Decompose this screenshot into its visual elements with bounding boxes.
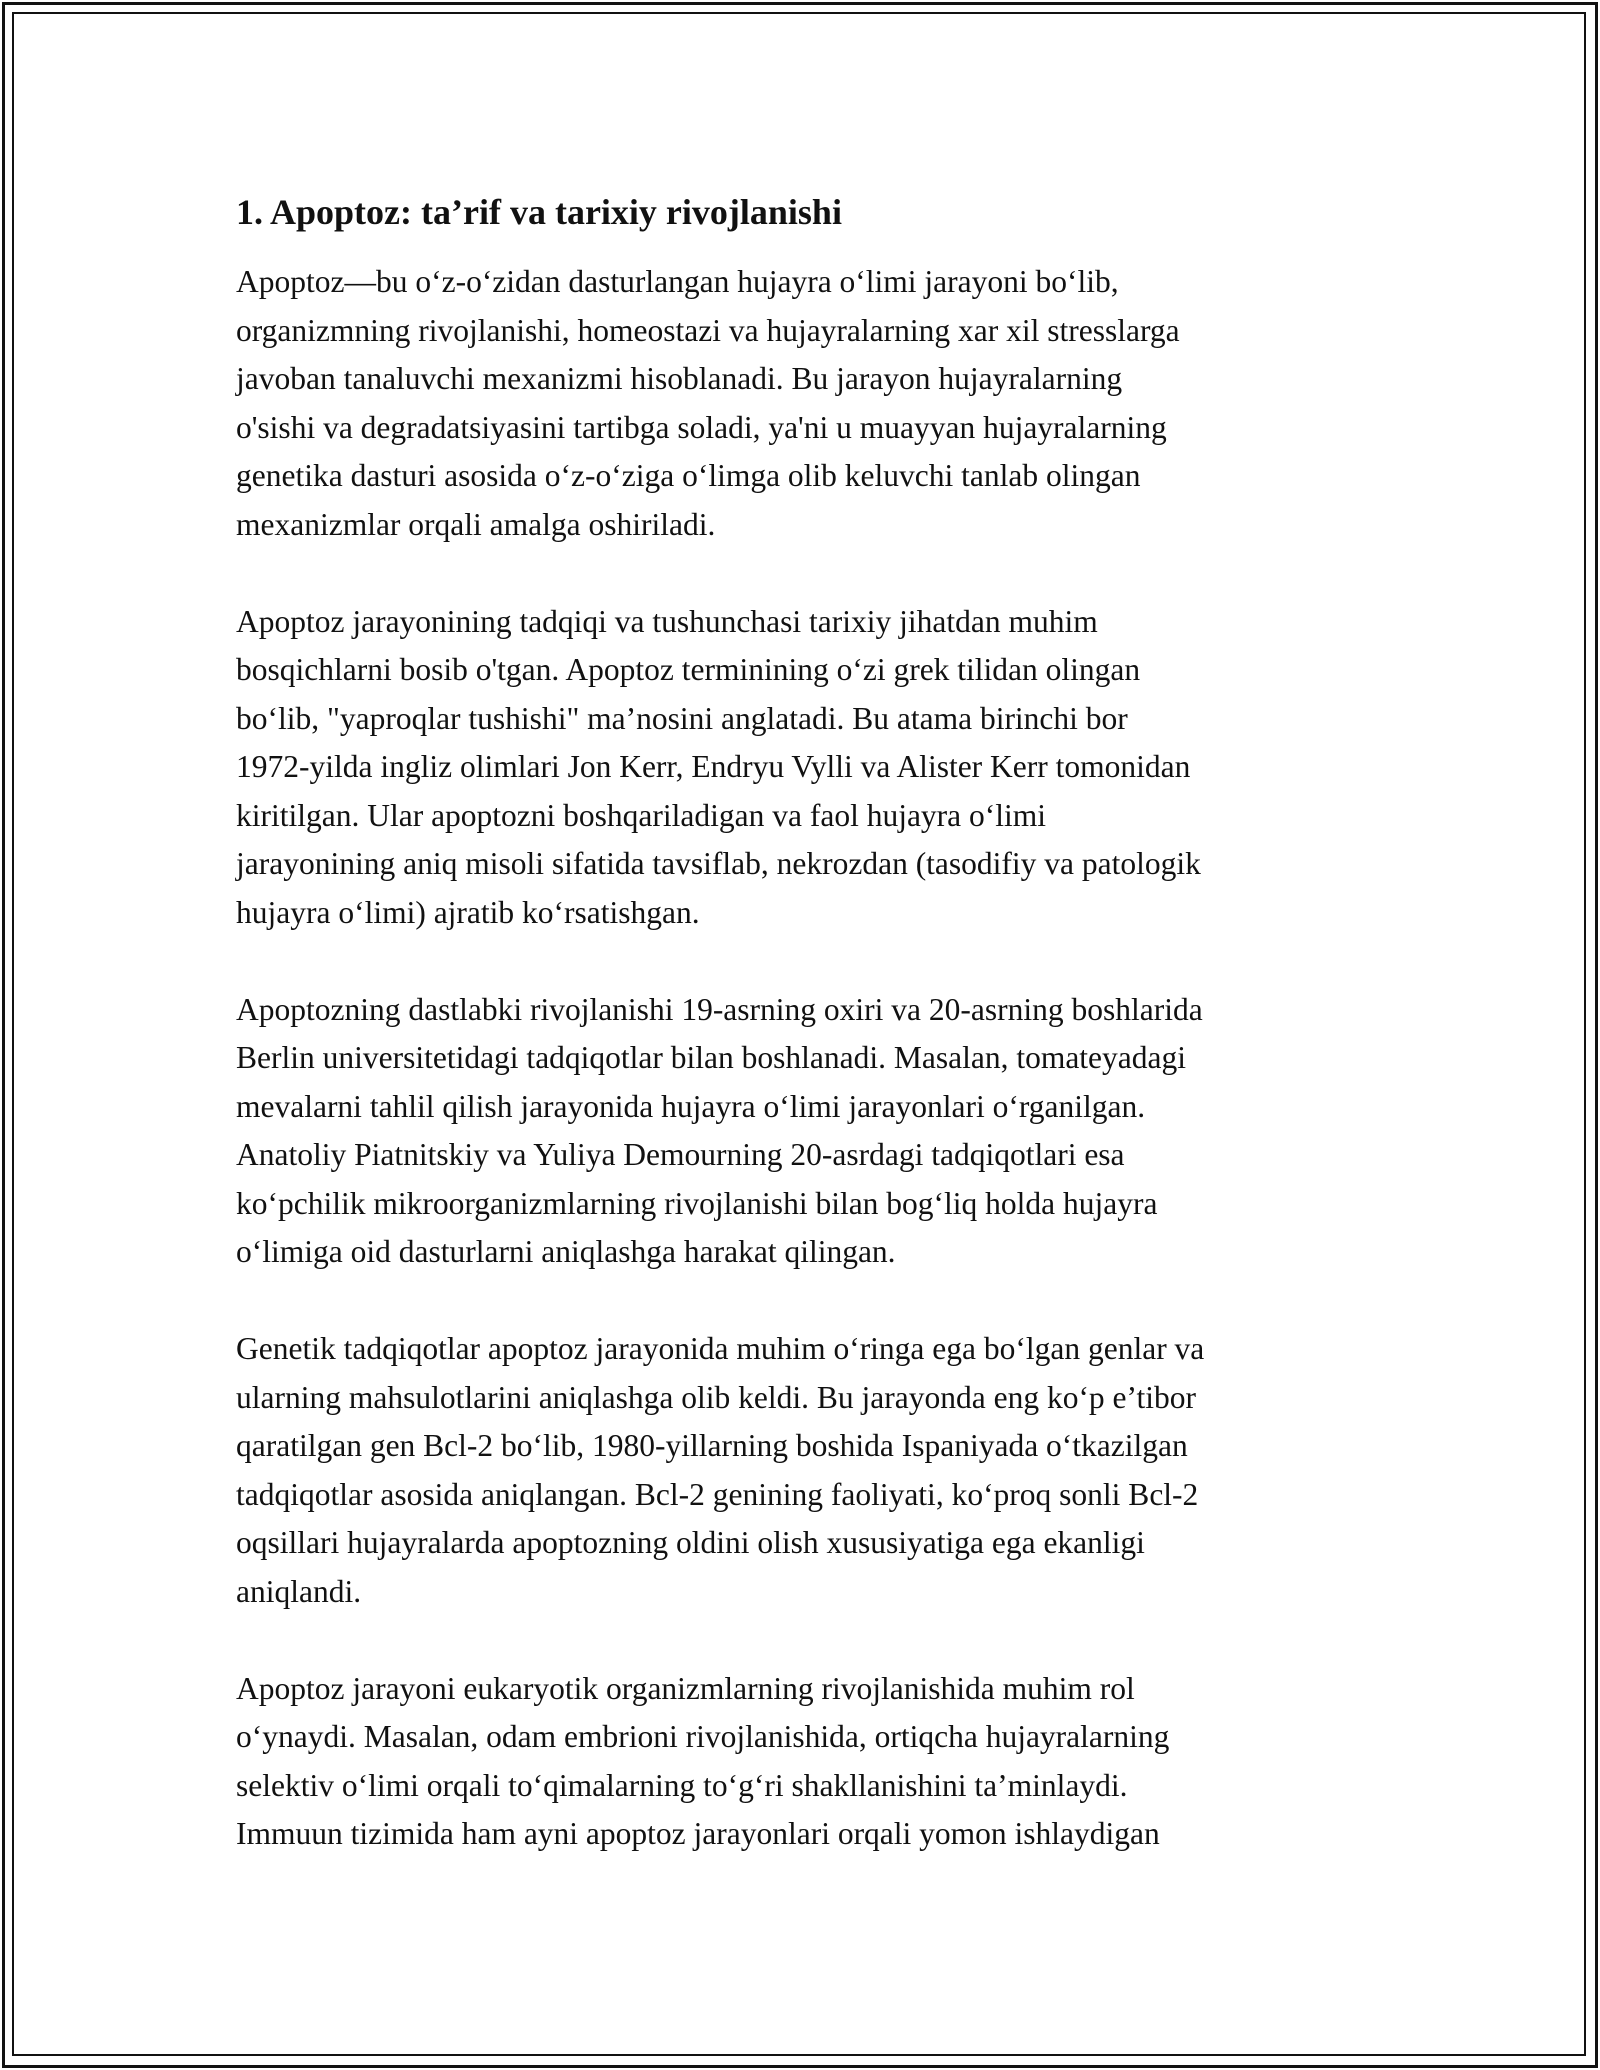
text-line: Apoptoz jarayonining tadqiqi va tushunchasi tarixiy jihatdan muhim <box>236 603 1098 639</box>
text-line: mevalarni tahlil qilish jarayonida hujayra o‘limi jarayonlari o‘rganilgan. <box>236 1088 1146 1124</box>
text-line: jarayonining aniq misoli sifatida tavsiflab, nekrozdan (tasodifiy va patologik <box>236 846 1201 881</box>
text-line: o‘limiga oid dasturlarni aniqlashga harakat qilingan. <box>236 1234 896 1269</box>
text-line: hujayra o‘limi) ajratib ko‘rsatishgan. <box>236 894 700 930</box>
text-line: tadqiqotlar asosida aniqlangan. Bcl-2 genining faoliyati, ko‘proq sonli Bcl-2 <box>236 1476 1199 1512</box>
section-heading: 1. Apoptoz: ta’rif va tarixiy rivojlanishi <box>236 192 842 232</box>
text-line: organizmning rivojlanishi, homeostazi va hujayralarning xar xil stresslarga <box>236 312 1180 348</box>
text-line: Anatoliy Piatnitskiy va Yuliya Demourning 20-asrdagi tadqiqotlari esa <box>236 1137 1125 1172</box>
text-line: 1972-yilda ingliz olimlari Jon Kerr, Endryu Vylli va Alister Kerr tomonidan <box>236 749 1191 784</box>
text-line: ko‘pchilik mikroorganizmlarning rivojlanishi bilan bog‘liq holda hujayra <box>236 1185 1158 1221</box>
text-line: qaratilgan gen Bcl-2 bo‘lib, 1980-yillarning boshida Ispaniyada o‘tkazilgan <box>236 1428 1188 1463</box>
paragraph-history <box>236 598 1386 938</box>
text-line: Berlin universitetidagi tadqiqotlar bilan boshlanadi. Masalan, tomateyadagi <box>236 1040 1186 1075</box>
paragraph-gap <box>236 937 1386 986</box>
paragraph-gap <box>236 549 1386 598</box>
document-page <box>236 186 1386 1859</box>
paragraph-eukaryotic-role <box>236 1665 1386 1859</box>
text-line: o‘ynaydi. Masalan, odam embrioni rivojlanishida, ortiqcha hujayralarning <box>236 1719 1170 1754</box>
text-line: Immuun tizimida ham ayni apoptoz jarayonlari orqali yomon ishlaydigan <box>236 1816 1160 1851</box>
text-line: bo‘lib, "yaproqlar tushishi" ma’nosini anglatadi. Bu atama birinchi bor <box>236 700 1128 736</box>
paragraph-definition <box>236 258 1386 549</box>
text-line: selektiv o‘limi orqali to‘qimalarning to‘g‘ri shakllanishini ta’minlaydi. <box>236 1767 1128 1803</box>
paragraph-gap <box>236 1616 1386 1665</box>
text-line: Apoptoz jarayoni eukaryotik organizmlarning rivojlanishida muhim rol <box>236 1670 1135 1706</box>
text-line: Genetik tadqiqotlar apoptoz jarayonida muhim o‘ringa ega bo‘lgan genlar va <box>236 1331 1205 1366</box>
text-line: o'sishi va degradatsiyasini tartibga soladi, ya'ni u muayyan hujayralarning <box>236 409 1167 445</box>
text-line: mexanizmlar orqali amalga oshiriladi. <box>236 506 716 542</box>
text-line: ularning mahsulotlarini aniqlashga olib keldi. Bu jarayonda eng ko‘p e’tibor <box>236 1379 1196 1415</box>
paragraph-early-development <box>236 986 1386 1277</box>
text-line: genetika dasturi asosida o‘z-o‘ziga o‘limga olib keluvchi tanlab olingan <box>236 458 1141 493</box>
text-line: Apoptoz—bu o‘z-o‘zidan dasturlangan hujayra o‘limi jarayoni bo‘lib, <box>236 264 1119 299</box>
text-line: Apoptozning dastlabki rivojlanishi 19-asrning oxiri va 20-asrning boshlarida <box>236 991 1203 1027</box>
text-line: kiritilgan. Ular apoptozni boshqariladigan va faol hujayra o‘limi <box>236 797 1047 833</box>
text-line: bosqichlarni bosib o'tgan. Apoptoz terminining o‘zi grek tilidan olingan <box>236 652 1141 687</box>
paragraph-gap <box>236 1277 1386 1326</box>
paragraph-genetic-research <box>236 1325 1386 1616</box>
text-line: aniqlandi. <box>236 1573 362 1609</box>
text-line: oqsillari hujayralarda apoptozning oldini olish xususiyatiga ega ekanligi <box>236 1525 1145 1560</box>
text-line: javoban tanaluvchi mexanizmi hisoblanadi. Bu jarayon hujayralarning <box>236 361 1123 396</box>
